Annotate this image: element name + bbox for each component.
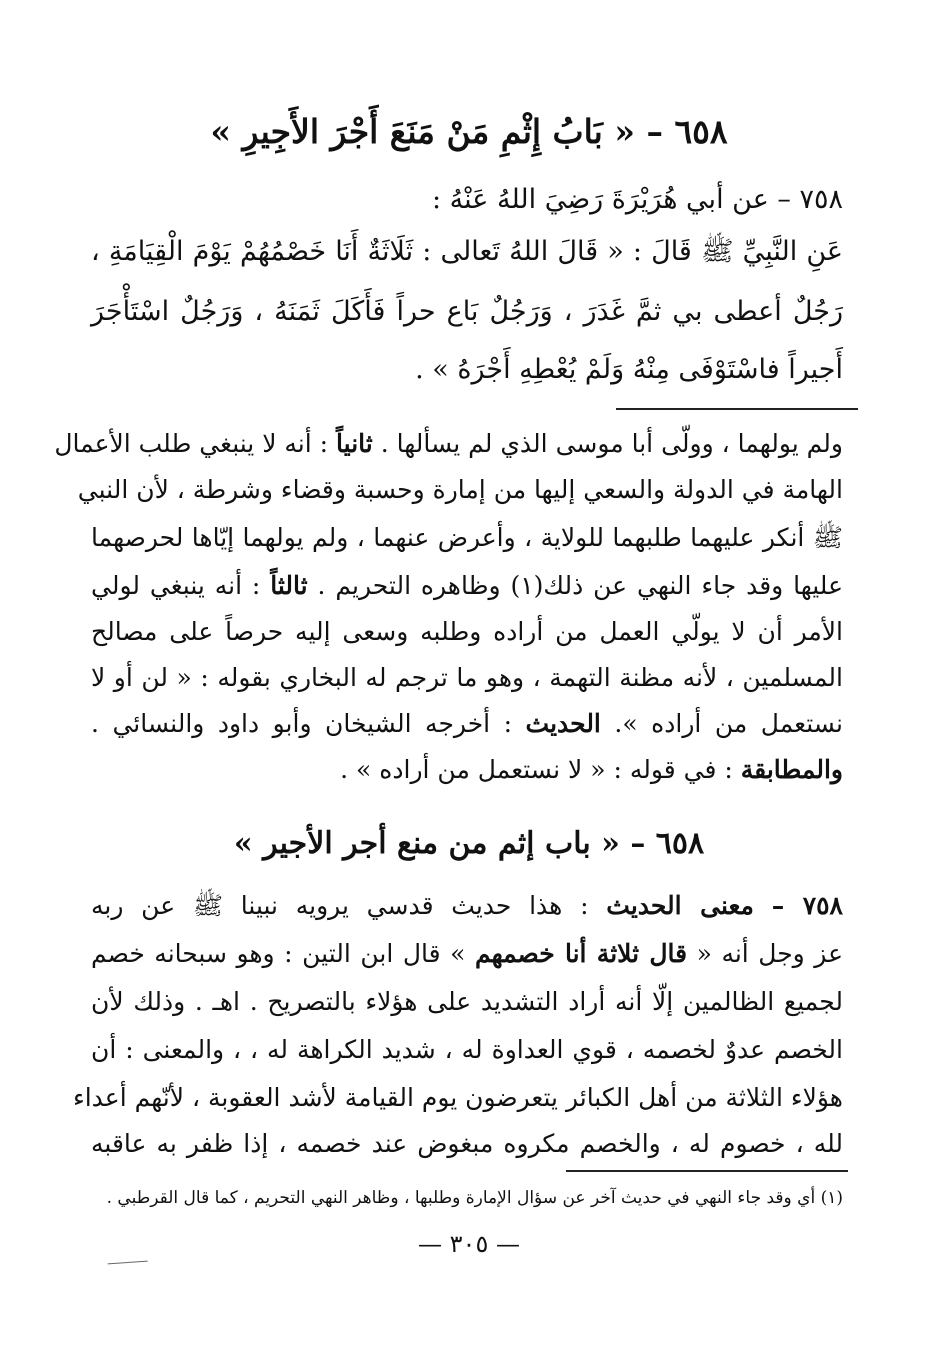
section-divider <box>616 408 858 410</box>
chapter-heading: ٦٥٨ – « بَابُ إِثْمِ مَنْ مَنَعَ أَجْرَ الأَجِيرِ » <box>210 112 728 151</box>
hadith-line: رَجُلٌ أعطى بي ثمَّ غَدَرَ ، وَرَجُلٌ بَاع حراً فَأَكَلَ ثَمَنَهُ ، وَرَجُلٌ اسْتَأْجَرَ <box>91 296 843 327</box>
scan-mark <box>108 1261 149 1275</box>
commentary-line: لجميع الظالمين إلّا أنه أراد التشديد على هؤلاء بالتصريح . اهـ . وذلك لأن <box>91 987 843 1016</box>
hadith-line: أَجيراً فاسْتَوْفَى مِنْهُ وَلَمْ يُعْطِهِ أَجْرَهُ » . <box>415 354 843 385</box>
commentary-line: نستعمل من أراده ». الحديث : أخرجه الشيخان وأبو داود والنسائي . <box>91 709 844 738</box>
commentary-line: الهامة في الدولة والسعي إليها من إمارة وحسبة وقضاء وشرطة ، لأن النبي <box>77 475 843 504</box>
commentary-line: الخصم عدوٌ لخصمه ، قوي العداوة له ، شديد الكراهة له ، ، والمعنى : أن <box>91 1035 843 1064</box>
commentary-line: ولم يولهما ، وولّى أبا موسى الذي لم يسألها . ثانياً : أنه لا ينبغي طلب الأعمال <box>54 429 843 458</box>
commentary-line: المسلمين ، لأنه مظنة التهمة ، وهو ما ترجم له البخاري بقوله : « لن أو لا <box>91 663 843 692</box>
commentary-line: عليها وقد جاء النهي عن ذلك(١) وظاهره التحريم . ثالثاً : أنه ينبغي لولي <box>91 571 843 600</box>
commentary-line: الأمر أن لا يولّي العمل من أراده وطلبه وسعى إليه حرصاً على مصالح <box>91 617 843 646</box>
commentary-line: عز وجل أنه « قال ثلاثة أنا خصمهم » قال ابن التين : وهو سبحانه خصم <box>91 939 843 968</box>
hadith-line: عَنِ النَّبِيِّ ﷺ قَالَ : « قَالَ اللهُ تَعالى : ثَلَاثَةٌ أَنَا خَصْمُهُمْ يَوْمَ الْقِيَامَةِ ، <box>91 236 843 267</box>
footnote: (١) أي وقد جاء النهي في حديث آخر عن سؤال الإمارة وطلبها ، وظاهر النهي التحريم ، كما قال القرطبي . <box>106 1188 843 1208</box>
commentary-line: والمطابقة : في قوله : « لا نستعمل من أراده » . <box>340 755 843 784</box>
commentary-line: هؤلاء الثلاثة من أهل الكبائر يتعرضون يوم القيامة لأشد العقوبة ، لأنّهم أعداء <box>72 1083 843 1112</box>
page-number: — ٣٠٥ — <box>418 1230 520 1258</box>
footnote-divider <box>566 1170 848 1172</box>
commentary-line: لله ، خصوم له ، والخصم مكروه مبغوض عند خصمه ، إذا ظفر به عاقبه <box>91 1129 843 1158</box>
section-heading: ٦٥٨ – « باب إثم من منع أجر الأجير » <box>233 826 705 861</box>
commentary-line: ﷺ أنكر عليهما طلبهما للولاية ، وأعرض عنهما ، ولم يولهما إيّاها لحرصهما <box>91 523 843 552</box>
commentary-line: ٧٥٨ – معنى الحديث : هذا حديث قدسي يرويه نبينا ﷺ عن ربه <box>91 891 843 920</box>
hadith-line: ٧٥٨ – عن أبي هُرَيْرَةَ رَضِيَ اللهُ عَنْهُ : <box>432 184 843 215</box>
